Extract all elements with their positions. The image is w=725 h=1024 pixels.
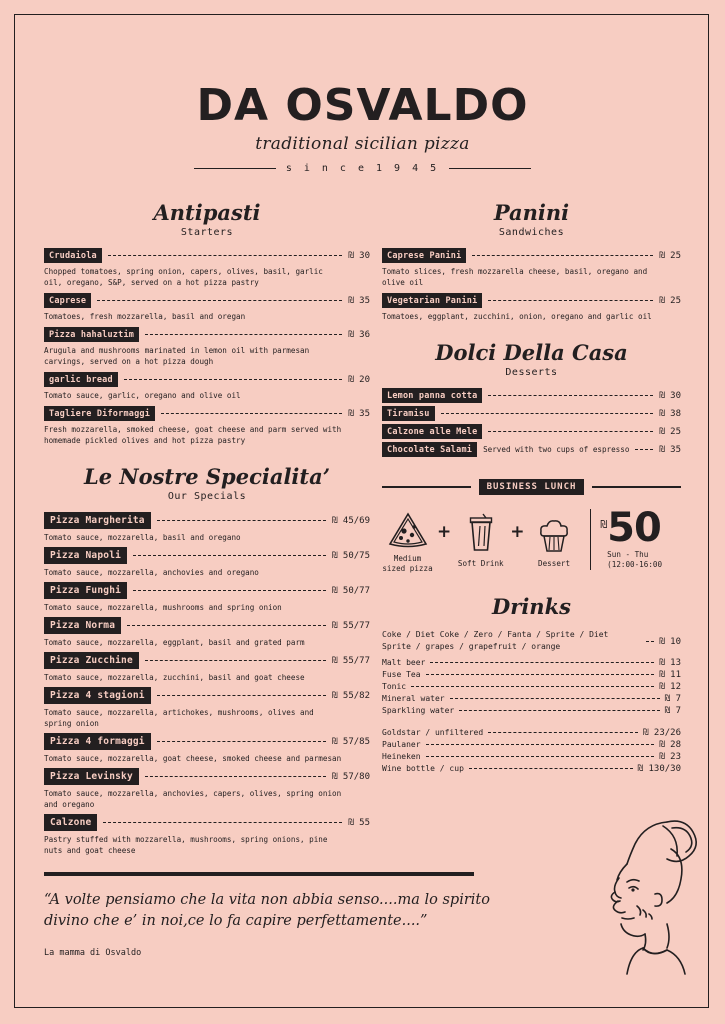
- leader-line: [426, 755, 655, 757]
- spacer: [382, 718, 681, 728]
- item-name: Pizza Levinsky: [44, 768, 139, 785]
- drink-row: [382, 682, 681, 692]
- drink-price: ₪ 23: [659, 751, 681, 762]
- item-name: Calzone: [44, 814, 97, 831]
- item-price: ₪ 55/77: [332, 620, 370, 631]
- menu-item: [44, 327, 370, 367]
- item-name: Caprese: [44, 293, 91, 308]
- plus-icon: +: [510, 522, 525, 543]
- item-name: Caprese Panini: [382, 248, 466, 263]
- item-price: ₪ 35: [659, 444, 681, 455]
- item-name: Vegetarian Panini: [382, 293, 482, 308]
- item-description: Fresh mozzarella, smoked cheese, goat cheese and parm served with homemade pickled olives and hot pizza pastry: [44, 425, 342, 445]
- page-title: DA OSVALDO: [196, 80, 529, 131]
- menu-item: [382, 388, 681, 403]
- item-price: ₪ 36: [348, 329, 370, 340]
- business-lunch-price-block: [590, 504, 681, 571]
- menu-item: [44, 293, 370, 322]
- item-name: Pizza Margherita: [44, 512, 151, 529]
- menu-item: [44, 733, 370, 764]
- menu-item: [382, 406, 681, 421]
- plus-icon: +: [437, 522, 452, 543]
- left-column: [44, 200, 370, 860]
- drink-name: Sparkling water: [382, 706, 455, 716]
- right-column: [370, 200, 681, 860]
- drink-name: Malt beer: [382, 658, 426, 668]
- section-panini: [382, 200, 681, 322]
- leader-line: [133, 554, 326, 556]
- item-description: Tomato slices, fresh mozzarella cheese, basil, oregano and olive oil: [382, 267, 648, 287]
- brand-since-row: [44, 163, 681, 174]
- item-description: Tomato sauce, mozzarella, basil and oregano: [44, 533, 241, 542]
- menu-item: [44, 687, 370, 729]
- drink-name: Heineken: [382, 752, 421, 762]
- leader-line: [469, 767, 633, 769]
- item-name: Tagliere Diformaggi: [44, 406, 155, 421]
- item-name: Crudaiola: [44, 248, 102, 263]
- item-name: Lemon panna cotta: [382, 388, 482, 403]
- menu-item: [44, 406, 370, 446]
- drink-name: Paulaner: [382, 740, 421, 750]
- grandmother-portrait-illustration: [575, 806, 715, 976]
- leader-line: [161, 412, 342, 414]
- drinks-heading: [382, 594, 681, 619]
- leader-line: [127, 624, 326, 626]
- menu-item: [44, 248, 370, 288]
- item-name: Pizza Funghi: [44, 582, 127, 599]
- item-price: ₪ 57/80: [332, 771, 370, 782]
- drink-price: ₪ 130/30: [637, 763, 681, 774]
- business-lunch-item: [529, 510, 580, 569]
- divider-left: [194, 168, 276, 169]
- drink-note-row: [382, 629, 681, 656]
- item-description: Tomato sauce, mozzarella, artichokes, mushrooms, olives and spring onion: [44, 708, 314, 728]
- drink-price: ₪ 13: [659, 657, 681, 668]
- leader-line: [145, 333, 342, 335]
- brand-since: s i n c e 1 9 4 5: [285, 163, 440, 174]
- drinks-title: Drinks: [492, 593, 571, 619]
- drink-price: ₪ 10: [659, 637, 681, 648]
- leader-line: [441, 412, 654, 414]
- drink-price: ₪ 11: [659, 669, 681, 680]
- leader-line: [133, 589, 326, 591]
- drink-price: ₪ 7: [664, 693, 681, 704]
- item-name: Pizza Norma: [44, 617, 121, 634]
- item-price: ₪ 38: [659, 408, 681, 419]
- leader-line: [157, 740, 326, 742]
- item-price: ₪ 55: [348, 817, 370, 828]
- specials-title: Le Nostre Specialita’: [83, 464, 331, 489]
- leader-line: [472, 254, 653, 256]
- section-specials: [44, 464, 370, 856]
- item-description: Tomatoes, fresh mozzarella, basil and oregan: [44, 312, 246, 321]
- drink-row: [382, 670, 681, 680]
- item-description: Tomato sauce, mozzarella, eggplant, basil and grated parm: [44, 638, 305, 647]
- section-business-lunch: [382, 479, 681, 574]
- leader-line: [450, 697, 660, 699]
- panini-title: Panini: [493, 200, 570, 225]
- drinks-note: Coke / Diet Coke / Zero / Fanta / Sprite / Diet Sprite / grapes / grapefruit / orange: [382, 629, 609, 651]
- drink-price: ₪ 12: [659, 681, 681, 692]
- panini-heading: [382, 200, 681, 238]
- drink-row: [382, 728, 681, 738]
- item-description: Tomato sauce, mozzarella, goat cheese, smoked cheese and parmesan: [44, 754, 342, 763]
- menu-item: [382, 248, 681, 288]
- section-drinks: [382, 594, 681, 774]
- item-price: ₪ 30: [348, 250, 370, 261]
- drink-row: [382, 658, 681, 668]
- currency-symbol: ₪: [600, 517, 608, 531]
- item-description: Served with two cups of espresso: [483, 445, 630, 454]
- item-price: ₪ 50/77: [332, 585, 370, 596]
- drink-row: [382, 752, 681, 762]
- menu-item: [382, 424, 681, 439]
- leader-line: [411, 685, 654, 687]
- drink-row: [382, 740, 681, 750]
- item-price: ₪ 57/85: [332, 736, 370, 747]
- cup-icon: [455, 510, 506, 554]
- item-name: garlic bread: [44, 372, 118, 387]
- business-lunch-item-label: Dessert: [538, 558, 571, 568]
- leader-line: [430, 661, 654, 663]
- leader-line: [635, 448, 653, 450]
- panini-subtitle: Sandwiches: [498, 227, 565, 238]
- item-price: ₪ 25: [659, 426, 681, 437]
- specials-subtitle: Our Specials: [167, 491, 247, 502]
- item-price: ₪ 45/69: [332, 515, 370, 526]
- drink-row: [382, 694, 681, 704]
- menu-item: [44, 814, 370, 856]
- leader-line: [459, 709, 659, 711]
- drink-name: Wine bottle / cup: [382, 764, 464, 774]
- antipasti-title: Antipasti: [153, 200, 261, 225]
- item-name: Tiramisu: [382, 406, 435, 421]
- section-dolci: [382, 340, 681, 457]
- footer-divider: [44, 872, 474, 876]
- menu-item: [44, 652, 370, 683]
- item-name: Pizza 4 stagioni: [44, 687, 151, 704]
- brand-tagline: traditional sicilian pizza: [255, 134, 470, 154]
- leader-line: [488, 731, 638, 733]
- drink-row: [382, 764, 681, 774]
- item-description: Chopped tomatoes, spring onion, capers, olives, basil, garlic oil, oregano, S&P, served on a hot pizza pastry: [44, 267, 323, 287]
- cupcake-icon: [529, 510, 580, 554]
- leader-line: [426, 743, 655, 745]
- item-price: ₪ 25: [659, 250, 681, 261]
- business-lunch-header: [382, 479, 681, 495]
- specials-heading: [44, 464, 370, 502]
- antipasti-heading: [44, 200, 370, 238]
- drink-price: ₪ 7: [664, 705, 681, 716]
- item-price: ₪ 55/77: [332, 655, 370, 666]
- item-description: Tomato sauce, mozzarella, zucchini, basil and goat cheese: [44, 673, 305, 682]
- business-lunch-item: [382, 505, 433, 574]
- item-price: ₪ 50/75: [332, 550, 370, 561]
- footer-attribution: La mamma di Osvaldo: [44, 948, 142, 959]
- item-name: Pizza hahaluztim: [44, 327, 139, 342]
- dolci-subtitle: Desserts: [505, 367, 558, 378]
- item-description: Pastry stuffed with mozzarella, mushrooms, spring onions, pine nuts and goat cheese: [44, 835, 328, 855]
- item-name: Pizza Napoli: [44, 547, 127, 564]
- leader-line: [145, 775, 326, 777]
- item-name: Pizza 4 formaggi: [44, 733, 151, 750]
- menu-item: [382, 442, 681, 457]
- drink-name: Goldstar / unfiltered: [382, 728, 484, 738]
- footer-quote: “A volte pensiamo che la vita non abbia senso....ma lo spirito divino che e’ in noi,ce lo fa capire perfettamente....”: [44, 892, 490, 930]
- leader-line: [426, 673, 655, 675]
- item-description: Tomato sauce, mozzarella, anchovies and oregano: [44, 568, 259, 577]
- dolci-heading: [382, 340, 681, 378]
- menu-item: [382, 293, 681, 322]
- leader-line: [108, 254, 342, 256]
- menu-item: [44, 372, 370, 401]
- menu-item: [44, 547, 370, 578]
- business-lunch-badge: BUSINESS LUNCH: [479, 479, 585, 495]
- item-price: ₪ 20: [348, 374, 370, 385]
- item-description: Arugula and mushrooms marinated in lemon oil with parmesan carvings, served on a hot pizza dough: [44, 346, 310, 366]
- leader-line: [646, 640, 654, 642]
- item-description: Tomato sauce, mozzarella, mushrooms and spring onion: [44, 603, 282, 612]
- drink-price: ₪ 28: [659, 739, 681, 750]
- divider-right: [449, 168, 531, 169]
- item-price: ₪ 35: [348, 295, 370, 306]
- section-antipasti: [44, 200, 370, 446]
- leader-line: [97, 299, 342, 301]
- drink-name: Fuse Tea: [382, 670, 421, 680]
- drink-price: ₪ 23/26: [643, 727, 681, 738]
- leader-line: [157, 694, 326, 696]
- business-lunch-body: [382, 505, 681, 574]
- menu-item: [44, 512, 370, 543]
- leader-line: [124, 378, 343, 380]
- item-price: ₪ 25: [659, 295, 681, 306]
- business-lunch-price: 50: [607, 504, 661, 551]
- divider-right: [592, 486, 681, 488]
- leader-line: [145, 659, 326, 661]
- menu-item: [44, 617, 370, 648]
- leader-line: [488, 299, 653, 301]
- antipasti-subtitle: Starters: [180, 227, 234, 238]
- pizza-icon: [382, 505, 433, 549]
- business-lunch-hours: Sun - Thu (12:00-16:00: [607, 549, 663, 569]
- leader-line: [488, 394, 653, 396]
- menu-item: [44, 768, 370, 810]
- item-price: ₪ 30: [659, 390, 681, 401]
- dolci-title: Dolci Della Casa: [435, 340, 628, 365]
- item-name: Chocolate Salami: [382, 442, 477, 457]
- item-price: ₪ 55/82: [332, 690, 370, 701]
- business-lunch-item-label: Soft Drink: [457, 558, 504, 568]
- drink-name: Tonic: [382, 682, 407, 692]
- leader-line: [103, 821, 342, 823]
- item-description: Tomato sauce, mozzarella, anchovies, capers, olives, spring onion and oregano: [44, 789, 342, 809]
- drink-row: [382, 706, 681, 716]
- divider-left: [382, 486, 471, 488]
- item-description: Tomato sauce, garlic, oregano and olive oil: [44, 391, 241, 400]
- item-price: ₪ 35: [348, 408, 370, 419]
- leader-line: [488, 430, 653, 432]
- menu-item: [44, 582, 370, 613]
- restaurant-header: [44, 80, 681, 174]
- item-name: Pizza Zucchine: [44, 652, 139, 669]
- business-lunch-item-label: Medium sized pizza: [382, 554, 433, 573]
- business-lunch-item: [455, 510, 506, 569]
- item-description: Tomatoes, eggplant, zucchini, onion, oregano and garlic oil: [382, 312, 652, 321]
- drink-name: Mineral water: [382, 694, 445, 704]
- item-name: Calzone alle Mele: [382, 424, 482, 439]
- leader-line: [157, 519, 326, 521]
